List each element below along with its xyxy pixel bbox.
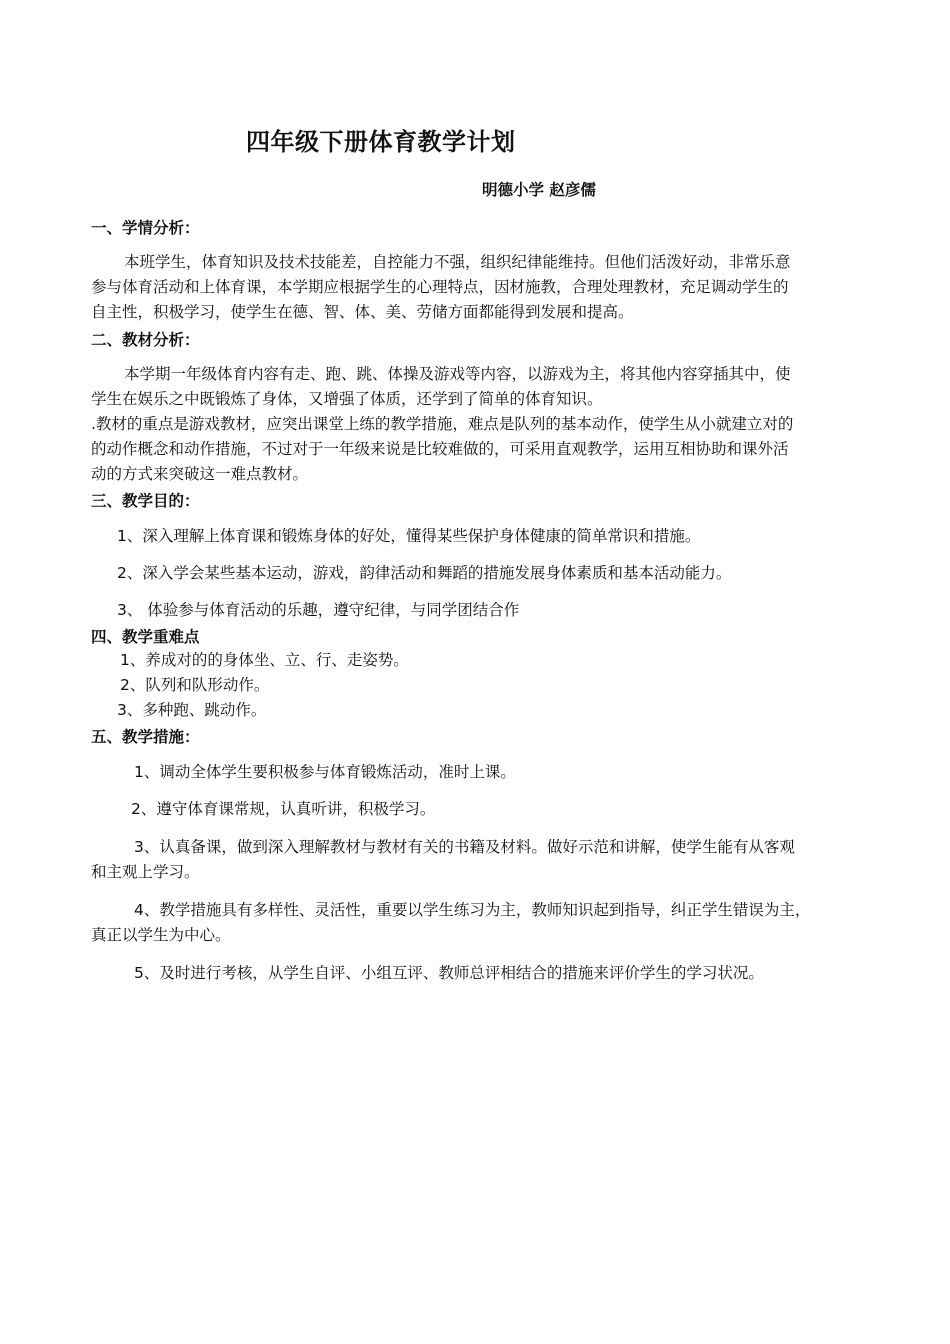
s2-line-3: .教材的重点是游戏教材，应突出课堂上练的教学措施，难点是队列的基本动作，使学生从小就建立对的 <box>91 415 794 433</box>
s5-item-4-line-2: 真正以学生为中心。 <box>91 926 231 944</box>
document-title: 四年级下册体育教学计划 <box>246 128 516 156</box>
section-3-heading: 三、教学目的： <box>91 492 200 510</box>
document-author: 明德小学 赵彦儒 <box>482 181 596 199</box>
s5-item-3-line-1: 3、认真备课，做到深入理解教材与教材有关的书籍及材料。做好示范和讲解，使学生能有从客观 <box>134 838 795 856</box>
s2-line-2: 学生在娱乐之中既锻炼了身体，又增强了体质，还学到了简单的体育知识。 <box>91 390 603 408</box>
s4-item-1: 1、养成对的的身体坐、立、行、走姿势。 <box>120 651 409 669</box>
s3-item-2: 2、深入学会某些基本运动，游戏，韵律活动和舞蹈的措施发展身体素质和基本活动能力。 <box>117 564 732 582</box>
s1-line-1: 本班学生，体育知识及技术技能差，自控能力不强，组织纪律能维持。但他们活泼好动，非常乐意 <box>124 253 791 271</box>
s1-line-3: 自主性，积极学习，使学生在德、智、体、美、劳储方面都能得到发展和提高。 <box>91 303 634 321</box>
s4-item-2: 2、队列和队形动作。 <box>120 676 270 694</box>
section-2-heading: 二、教材分析： <box>91 331 200 349</box>
s5-item-4-line-1: 4、教学措施具有多样性、灵活性，重要以学生练习为主，教师知识起到指导，纠正学生错误为主， <box>134 901 811 919</box>
s4-item-3: 3、多种跑、跳动作。 <box>117 701 267 719</box>
s2-line-1: 本学期一年级体育内容有走、跑、跳、体操及游戏等内容，以游戏为主，将其他内容穿插其中，使 <box>124 365 791 383</box>
section-5-heading: 五、教学措施： <box>91 728 200 746</box>
s3-item-3: 3、 体验参与体育活动的乐趣，遵守纪律，与同学团结合作 <box>117 601 520 619</box>
s5-item-3-line-2: 和主观上学习。 <box>91 863 200 881</box>
s5-item-1: 1、调动全体学生要积极参与体育锻炼活动，准时上课。 <box>134 763 516 781</box>
section-4-heading: 四、教学重难点 <box>91 628 200 646</box>
section-1-heading: 一、学情分析： <box>91 219 200 237</box>
s2-line-4: 的动作概念和动作措施，不过对于一年级来说是比较难做的，可采用直观教学，运用互相协助和课外活 <box>91 440 789 458</box>
s5-item-5: 5、及时进行考核，从学生自评、小组互评、教师总评相结合的措施来评价学生的学习状况。 <box>134 964 764 982</box>
s3-item-1: 1、深入理解上体育课和锻炼身体的好处，懂得某些保护身体健康的简单常识和措施。 <box>117 527 701 545</box>
s5-item-2: 2、遵守体育课常规，认真听讲，积极学习。 <box>131 800 436 818</box>
s2-line-5: 动的方式来突破这一难点教材。 <box>91 465 309 483</box>
s1-line-2: 参与体育活动和上体育课，本学期应根据学生的心理特点，因材施教，合理处理教材，充足调动学生的 <box>91 278 789 296</box>
